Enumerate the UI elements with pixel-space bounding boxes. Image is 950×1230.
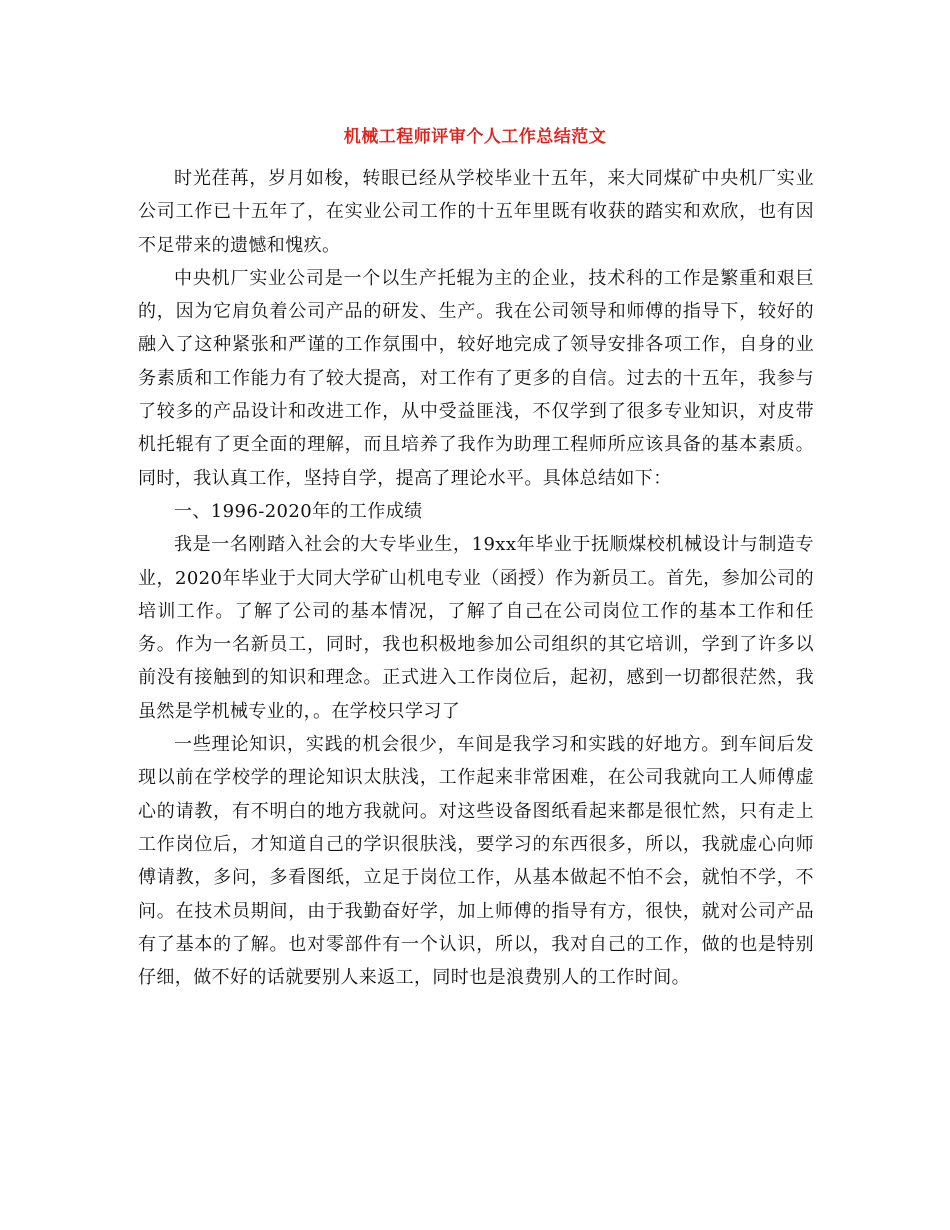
paragraph-workshop-learning: 一些理论知识，实践的机会很少，车间是我学习和实践的好地方。到车间后发现以前在学校学的理论知识太肤浅，工作起来非常困难，在公司我就向工人师傅虚心的请教，有不明白的地方我就问。对这些设备图纸看起来都是很忙然，只有走上工作岗位后，才知道自己的学识很肤浅，要学习的东西很多，所以，我就虚心向师傅请教，多问，多看图纸，立足于岗位工作，从基本做起不怕不会，就怕不学，不问。在技术员期间，由于我勤奋好学，加上师傅的指导有方，很快，就对公司产品有了基本的了解。也对零部件有一个认识，所以，我对自己的工作，做的也是特别仔细，做不好的话就要别人来返工，同时也是浪费别人的工作时间。 bbox=[138, 734, 814, 989]
paragraph-company: 中央机厂实业公司是一个以生产托辊为主的企业，技术科的工作是繁重和艰巨的，因为它肩负着公司产品的研发、生产。我在公司领导和师傅的指导下，较好的融入了这种紧张和严谨的工作氛围中，较好地完成了领导安排各项工作，自身的业务素质和工作能力有了较大提高，对工作有了更多的自信。过去的十五年，我参与了较多的产品设计和改进工作，从中受益匪浅，不仅学到了很多专业知识，对皮带机托辊有了更全面的理解，而且培养了我作为助理工程师所应该具备的基本素质。同时，我认真工作，坚持自学，提高了理论水平。具体总结如下： bbox=[138, 267, 814, 489]
paragraph-intro: 时光荏苒，岁月如梭，转眼已经从学校毕业十五年，来大同煤矿中央机厂实业公司工作已十五年了，在实业公司工作的十五年里既有收获的踏实和欢欣，也有因不足带来的遗憾和愧疚。 bbox=[138, 168, 814, 256]
document-title: 机械工程师评审个人工作总结范文 bbox=[343, 127, 607, 147]
paragraph-new-employee: 我是一名刚踏入社会的大专毕业生，19xx年毕业于抚顺煤校机械设计与制造专业，2020年毕业于大同大学矿山机电专业（函授）作为新员工。首先，参加公司的培训工作。了解了公司的基本情况，了解了自己在公司岗位工作的基本工作和任务。作为一名新员工，同时，我也积极地参加公司组织的其它培训，学到了许多以前没有接触到的知识和理念。正式进入工作岗位后，起初，感到一切都很茫然，我虽然是学机械专业的，。在学校只学习了 bbox=[138, 534, 814, 722]
document-body bbox=[138, 162, 814, 994]
section-heading-achievements: 一、1996-2020年的工作成绩 bbox=[174, 500, 423, 522]
